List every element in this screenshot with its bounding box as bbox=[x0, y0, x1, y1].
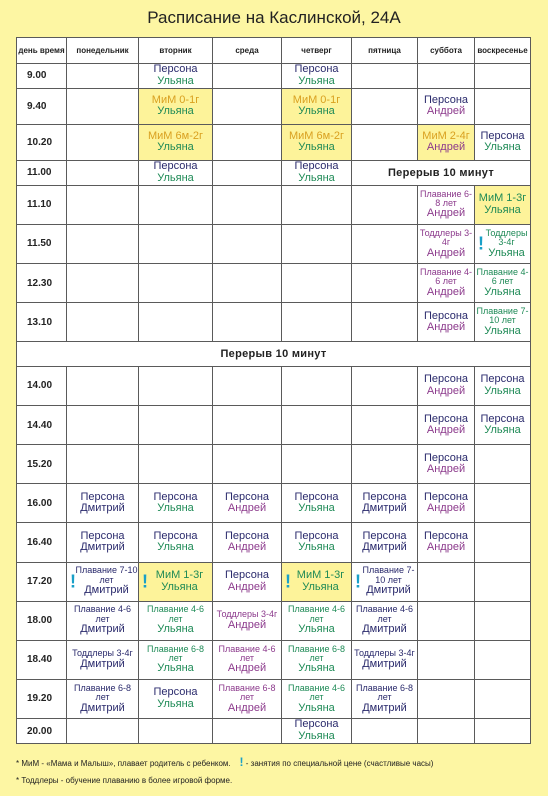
class-cell bbox=[418, 124, 475, 160]
class-cell bbox=[418, 366, 475, 405]
class-cell bbox=[475, 263, 531, 302]
class-cell bbox=[475, 124, 531, 160]
class-title: Плавание 7-10 лет bbox=[75, 565, 138, 585]
class-cell bbox=[139, 601, 213, 640]
empty-cell bbox=[213, 88, 282, 124]
instructor-name: Ульяна bbox=[157, 74, 194, 87]
table-row bbox=[17, 445, 531, 484]
class-title: Плавание 6-8 лет bbox=[356, 682, 413, 703]
table-row bbox=[17, 484, 531, 523]
class-cell bbox=[139, 523, 213, 562]
class-title: Персона bbox=[80, 529, 125, 542]
instructor-name: Ульяна bbox=[157, 662, 194, 675]
class-title: Персона bbox=[153, 160, 198, 173]
class-title: Плавание 4-6 лет bbox=[476, 266, 529, 287]
empty-cell bbox=[67, 303, 139, 342]
time-cell: 17.20 bbox=[17, 562, 67, 601]
class-cell bbox=[352, 523, 418, 562]
class-cell bbox=[475, 366, 531, 405]
class-cell bbox=[282, 64, 352, 89]
class-cell bbox=[213, 523, 282, 562]
class-cell bbox=[213, 640, 282, 679]
class-cell bbox=[139, 484, 213, 523]
time-cell: 9.00 bbox=[17, 64, 67, 89]
time-cell: 11.50 bbox=[17, 224, 67, 263]
empty-cell bbox=[213, 124, 282, 160]
empty-cell bbox=[139, 185, 213, 224]
class-title: Персона bbox=[153, 490, 198, 503]
empty-cell bbox=[418, 719, 475, 744]
class-cell bbox=[352, 601, 418, 640]
class-cell bbox=[418, 484, 475, 523]
empty-cell bbox=[67, 224, 139, 263]
empty-cell bbox=[213, 303, 282, 342]
class-cell bbox=[418, 88, 475, 124]
instructor-name: Андрей bbox=[426, 424, 466, 437]
empty-cell bbox=[139, 263, 213, 302]
schedule-table bbox=[16, 37, 531, 744]
instructor-name: Андрей bbox=[426, 141, 466, 154]
empty-cell bbox=[352, 366, 418, 405]
day-header: понедельник bbox=[67, 38, 139, 64]
empty-cell bbox=[475, 445, 531, 484]
instructor-name: Андрей bbox=[426, 105, 466, 118]
instructor-name: Андрей bbox=[426, 502, 466, 515]
instructor-name: Ульяна bbox=[302, 580, 339, 593]
empty-cell bbox=[352, 263, 418, 302]
time-cell: 13.10 bbox=[17, 303, 67, 342]
class-title: МиМ 0-1г bbox=[151, 93, 200, 106]
time-cell: 15.20 bbox=[17, 445, 67, 484]
class-cell bbox=[139, 124, 213, 160]
empty-cell bbox=[475, 64, 531, 89]
class-title: Персона bbox=[153, 686, 198, 699]
empty-cell bbox=[139, 719, 213, 744]
instructor-name: Ульяна bbox=[484, 324, 521, 337]
instructor-name: Андрей bbox=[426, 321, 466, 334]
empty-cell bbox=[67, 88, 139, 124]
empty-cell bbox=[282, 263, 352, 302]
empty-cell bbox=[282, 445, 352, 484]
instructor-name: Ульяна bbox=[298, 701, 335, 714]
class-cell bbox=[139, 64, 213, 89]
class-cell bbox=[282, 160, 352, 185]
table-row bbox=[17, 719, 531, 744]
empty-cell bbox=[67, 64, 139, 89]
table-row bbox=[17, 88, 531, 124]
instructor-name: Андрей bbox=[426, 207, 466, 220]
instructor-name: Ульяна bbox=[298, 541, 335, 554]
class-cell bbox=[418, 445, 475, 484]
break-cell: Перерыв 10 минут bbox=[352, 160, 531, 185]
class-title: Персона bbox=[294, 160, 339, 173]
class-title: Персона bbox=[423, 93, 469, 106]
class-cell bbox=[282, 640, 352, 679]
class-title: Персона bbox=[153, 529, 198, 542]
instructor-name: Ульяна bbox=[157, 171, 194, 184]
time-cell: 20.00 bbox=[17, 719, 67, 744]
instructor-name: Андрей bbox=[227, 618, 267, 631]
class-title: Плавание 4-6 лет bbox=[288, 604, 345, 624]
class-title: Плавание 6-8 лет bbox=[420, 188, 472, 208]
instructor-name: Андрей bbox=[227, 502, 267, 515]
class-cell bbox=[139, 88, 213, 124]
table-row bbox=[17, 64, 531, 89]
class-title: Персона bbox=[480, 373, 525, 386]
class-cell bbox=[213, 562, 282, 601]
class-title: Персона bbox=[294, 529, 339, 542]
class-cell bbox=[282, 719, 352, 744]
day-header: воскресенье bbox=[475, 38, 531, 64]
exclamation-icon: ! bbox=[142, 571, 148, 592]
class-title: Плавание 4-6 лет bbox=[218, 643, 276, 664]
class-cell bbox=[282, 523, 352, 562]
instructor-name: Андрей bbox=[426, 246, 466, 259]
empty-cell bbox=[418, 64, 475, 89]
instructor-name: Ульяна bbox=[484, 203, 521, 216]
time-column-header: день время bbox=[17, 38, 67, 64]
class-cell bbox=[213, 679, 282, 718]
empty-cell bbox=[352, 303, 418, 342]
class-cell bbox=[67, 562, 139, 601]
day-header: четверг bbox=[282, 38, 352, 64]
time-cell: 14.00 bbox=[17, 366, 67, 405]
empty-cell bbox=[352, 406, 418, 445]
table-row bbox=[17, 303, 531, 342]
empty-cell bbox=[475, 640, 531, 679]
class-cell bbox=[475, 185, 531, 224]
table-row bbox=[17, 523, 531, 562]
instructor-name: Ульяна bbox=[298, 502, 335, 515]
empty-cell bbox=[67, 160, 139, 185]
class-cell bbox=[139, 160, 213, 185]
empty-cell bbox=[418, 562, 475, 601]
exclamation-icon: ! bbox=[478, 233, 484, 254]
class-title: Плавание 4-6 лет bbox=[147, 604, 204, 624]
class-title: Плавание 6-8 лет bbox=[74, 682, 131, 703]
instructor-name: Дмитрий bbox=[362, 623, 407, 636]
class-cell bbox=[475, 406, 531, 445]
class-title: Персона bbox=[423, 309, 469, 322]
class-title: Тоддлеры 3-4г bbox=[419, 227, 473, 248]
exclamation-icon: ! bbox=[285, 571, 291, 592]
time-cell: 9.40 bbox=[17, 88, 67, 124]
class-title: МиМ 6м-2г bbox=[148, 129, 203, 142]
time-cell: 18.40 bbox=[17, 640, 67, 679]
class-title: Персона bbox=[153, 63, 198, 76]
instructor-name: Ульяна bbox=[484, 424, 521, 437]
page-title: Расписание на Каслинской, 24А bbox=[147, 8, 401, 27]
empty-cell bbox=[67, 719, 139, 744]
instructor-name: Андрей bbox=[426, 384, 466, 397]
instructor-name: Ульяна bbox=[298, 141, 335, 154]
empty-cell bbox=[475, 601, 531, 640]
class-cell bbox=[67, 679, 139, 718]
table-row bbox=[17, 562, 531, 601]
instructor-name: Андрей bbox=[426, 541, 466, 554]
empty-cell bbox=[139, 445, 213, 484]
class-title: МиМ 6м-2г bbox=[289, 129, 344, 142]
table-row bbox=[17, 263, 531, 302]
empty-cell bbox=[418, 601, 475, 640]
instructor-name: Дмитрий bbox=[362, 657, 407, 670]
empty-cell bbox=[139, 406, 213, 445]
table-row bbox=[17, 160, 531, 185]
class-cell bbox=[418, 224, 475, 263]
empty-cell bbox=[282, 366, 352, 405]
class-cell bbox=[352, 562, 418, 601]
class-cell bbox=[67, 523, 139, 562]
empty-cell bbox=[352, 88, 418, 124]
class-cell bbox=[352, 679, 418, 718]
time-cell: 18.00 bbox=[17, 601, 67, 640]
instructor-name: Ульяна bbox=[161, 580, 198, 593]
instructor-name: Дмитрий bbox=[80, 623, 125, 636]
note-mim: * МиМ - «Мама и Малыш», плавает родитель с ребенком. bbox=[16, 759, 231, 768]
class-title: МиМ 0-1г bbox=[292, 93, 341, 106]
empty-cell bbox=[67, 366, 139, 405]
class-title: Персона bbox=[423, 412, 469, 425]
class-cell bbox=[418, 406, 475, 445]
class-title: Персона bbox=[423, 373, 469, 386]
class-title: Персона bbox=[224, 529, 270, 542]
time-cell: 16.00 bbox=[17, 484, 67, 523]
class-cell bbox=[418, 523, 475, 562]
class-title: Тоддлеры 3-4г bbox=[485, 227, 528, 248]
instructor-name: Ульяна bbox=[298, 662, 335, 675]
class-cell bbox=[282, 562, 352, 601]
class-cell bbox=[418, 185, 475, 224]
class-title: Персона bbox=[294, 718, 339, 731]
class-title: Тоддлеры 3-4г bbox=[216, 609, 278, 620]
empty-cell bbox=[67, 263, 139, 302]
empty-cell bbox=[67, 445, 139, 484]
class-title: Персона bbox=[294, 63, 339, 76]
instructor-name: Андрей bbox=[227, 701, 267, 714]
empty-cell bbox=[352, 224, 418, 263]
class-cell bbox=[352, 640, 418, 679]
class-cell bbox=[213, 484, 282, 523]
instructor-name: Дмитрий bbox=[362, 502, 407, 515]
instructor-name: Дмитрий bbox=[80, 502, 125, 515]
time-cell: 10.20 bbox=[17, 124, 67, 160]
day-header: суббота bbox=[418, 38, 475, 64]
instructor-name: Ульяна bbox=[298, 74, 335, 87]
table-row bbox=[17, 124, 531, 160]
class-cell bbox=[282, 484, 352, 523]
class-title: Плавание 4-6 лет bbox=[74, 604, 131, 624]
class-title: Тоддлеры 3-4г bbox=[72, 648, 133, 659]
instructor-name: Дмитрий bbox=[84, 584, 129, 597]
class-title: МиМ 1-3г bbox=[296, 569, 345, 582]
empty-cell bbox=[352, 124, 418, 160]
instructor-name: Ульяна bbox=[484, 285, 521, 298]
empty-cell bbox=[475, 719, 531, 744]
note-toddlers: * Тоддлеры - обучение плаванию в более игровой форме. bbox=[16, 776, 233, 785]
empty-cell bbox=[282, 303, 352, 342]
instructor-name: Ульяна bbox=[298, 171, 335, 184]
empty-cell bbox=[213, 224, 282, 263]
class-title: Плавание 6-8 лет bbox=[147, 643, 204, 664]
empty-cell bbox=[418, 679, 475, 718]
time-cell: 11.00 bbox=[17, 160, 67, 185]
class-title: МиМ 2-4г bbox=[422, 129, 470, 142]
instructor-name: Дмитрий bbox=[366, 584, 411, 597]
class-title: Персона bbox=[480, 412, 525, 425]
class-cell bbox=[282, 679, 352, 718]
instructor-name: Дмитрий bbox=[80, 701, 125, 714]
exclamation-icon: ! bbox=[70, 571, 76, 592]
empty-cell bbox=[213, 64, 282, 89]
instructor-name: Ульяна bbox=[298, 105, 335, 118]
empty-cell bbox=[475, 484, 531, 523]
time-cell: 14.40 bbox=[17, 406, 67, 445]
header-row bbox=[17, 38, 531, 64]
empty-cell bbox=[475, 523, 531, 562]
time-cell: 11.10 bbox=[17, 185, 67, 224]
class-cell bbox=[282, 88, 352, 124]
empty-cell bbox=[352, 64, 418, 89]
exclamation-icon: ! bbox=[239, 755, 244, 769]
class-title: Персона bbox=[294, 490, 339, 503]
table-row bbox=[17, 679, 531, 718]
class-cell bbox=[139, 562, 213, 601]
class-cell bbox=[213, 601, 282, 640]
class-cell bbox=[282, 601, 352, 640]
table-row bbox=[17, 406, 531, 445]
instructor-name: Андрей bbox=[426, 463, 466, 476]
time-cell: 16.40 bbox=[17, 523, 67, 562]
class-title: Плавание 6-8 лет bbox=[288, 643, 345, 664]
class-cell bbox=[139, 679, 213, 718]
class-cell bbox=[418, 263, 475, 302]
class-cell bbox=[282, 124, 352, 160]
class-title: Персона bbox=[80, 490, 125, 503]
class-title: Плавание 4-6 лет bbox=[420, 266, 472, 287]
class-title: МиМ 1-3г bbox=[155, 569, 204, 582]
empty-cell bbox=[475, 88, 531, 124]
class-title: Персона bbox=[362, 490, 407, 503]
empty-cell bbox=[475, 679, 531, 718]
instructor-name: Ульяна bbox=[157, 105, 194, 118]
empty-cell bbox=[213, 366, 282, 405]
instructor-name: Ульяна bbox=[157, 541, 194, 554]
instructor-name: Дмитрий bbox=[80, 657, 125, 670]
instructor-name: Ульяна bbox=[484, 141, 521, 154]
class-title: Плавание 4-6 лет bbox=[288, 682, 345, 703]
empty-cell bbox=[213, 719, 282, 744]
time-cell: 12.30 bbox=[17, 263, 67, 302]
table-row bbox=[17, 342, 531, 367]
class-cell bbox=[475, 224, 531, 263]
instructor-name: Дмитрий bbox=[362, 701, 407, 714]
empty-cell bbox=[213, 445, 282, 484]
empty-cell bbox=[67, 185, 139, 224]
class-title: Плавание 6-8 лет bbox=[218, 682, 276, 703]
empty-cell bbox=[67, 124, 139, 160]
time-cell: 19.20 bbox=[17, 679, 67, 718]
empty-cell bbox=[352, 719, 418, 744]
instructor-name: Андрей bbox=[426, 285, 466, 298]
empty-cell bbox=[213, 263, 282, 302]
instructor-name: Андрей bbox=[227, 662, 267, 675]
class-cell bbox=[139, 640, 213, 679]
table-row bbox=[17, 640, 531, 679]
instructor-name: Дмитрий bbox=[80, 541, 125, 554]
day-header: среда bbox=[213, 38, 282, 64]
class-cell bbox=[67, 484, 139, 523]
instructor-name: Ульяна bbox=[157, 141, 194, 154]
instructor-name: Дмитрий bbox=[362, 541, 407, 554]
empty-cell bbox=[352, 445, 418, 484]
empty-cell bbox=[139, 224, 213, 263]
instructor-name: Андрей bbox=[227, 541, 267, 554]
class-title: Персона bbox=[480, 129, 525, 142]
table-row bbox=[17, 224, 531, 263]
note-happy-hours: - занятия по специальной цене (счастливые часы) bbox=[245, 759, 434, 768]
table-row bbox=[17, 601, 531, 640]
empty-cell bbox=[213, 185, 282, 224]
class-title: Плавание 7-10 лет bbox=[362, 565, 415, 585]
table-row bbox=[17, 185, 531, 224]
table-row bbox=[17, 366, 531, 405]
exclamation-icon: ! bbox=[355, 571, 361, 592]
class-cell bbox=[67, 601, 139, 640]
instructor-name: Ульяна bbox=[488, 246, 525, 259]
class-title: Плавание 4-6 лет bbox=[356, 604, 413, 624]
class-title: Персона bbox=[423, 529, 469, 542]
instructor-name: Ульяна bbox=[298, 623, 335, 636]
class-cell bbox=[67, 640, 139, 679]
class-cell bbox=[475, 303, 531, 342]
empty-cell bbox=[213, 160, 282, 185]
day-header: пятница bbox=[352, 38, 418, 64]
break-row: Перерыв 10 минут bbox=[17, 342, 531, 367]
class-title: Персона bbox=[224, 569, 270, 582]
class-title: Персона bbox=[423, 490, 469, 503]
class-title: МиМ 1-3г bbox=[478, 192, 527, 205]
empty-cell bbox=[213, 406, 282, 445]
instructor-name: Ульяна bbox=[484, 384, 521, 397]
empty-cell bbox=[352, 185, 418, 224]
class-title: Персона bbox=[224, 490, 270, 503]
empty-cell bbox=[282, 185, 352, 224]
instructor-name: Андрей bbox=[227, 580, 267, 593]
class-cell bbox=[418, 303, 475, 342]
class-cell bbox=[352, 484, 418, 523]
empty-cell bbox=[139, 366, 213, 405]
empty-cell bbox=[282, 406, 352, 445]
class-title: Тоддлеры 3-4г bbox=[354, 648, 415, 659]
empty-cell bbox=[139, 303, 213, 342]
empty-cell bbox=[282, 224, 352, 263]
footnotes bbox=[16, 755, 433, 792]
instructor-name: Ульяна bbox=[157, 623, 194, 636]
instructor-name: Ульяна bbox=[298, 730, 335, 742]
instructor-name: Ульяна bbox=[157, 697, 194, 710]
class-title: Персона bbox=[423, 451, 469, 464]
class-title: Плавание 7-10 лет bbox=[476, 305, 529, 326]
instructor-name: Ульяна bbox=[157, 502, 194, 515]
class-title: Персона bbox=[362, 529, 407, 542]
empty-cell bbox=[475, 562, 531, 601]
day-header: вторник bbox=[139, 38, 213, 64]
empty-cell bbox=[67, 406, 139, 445]
empty-cell bbox=[418, 640, 475, 679]
